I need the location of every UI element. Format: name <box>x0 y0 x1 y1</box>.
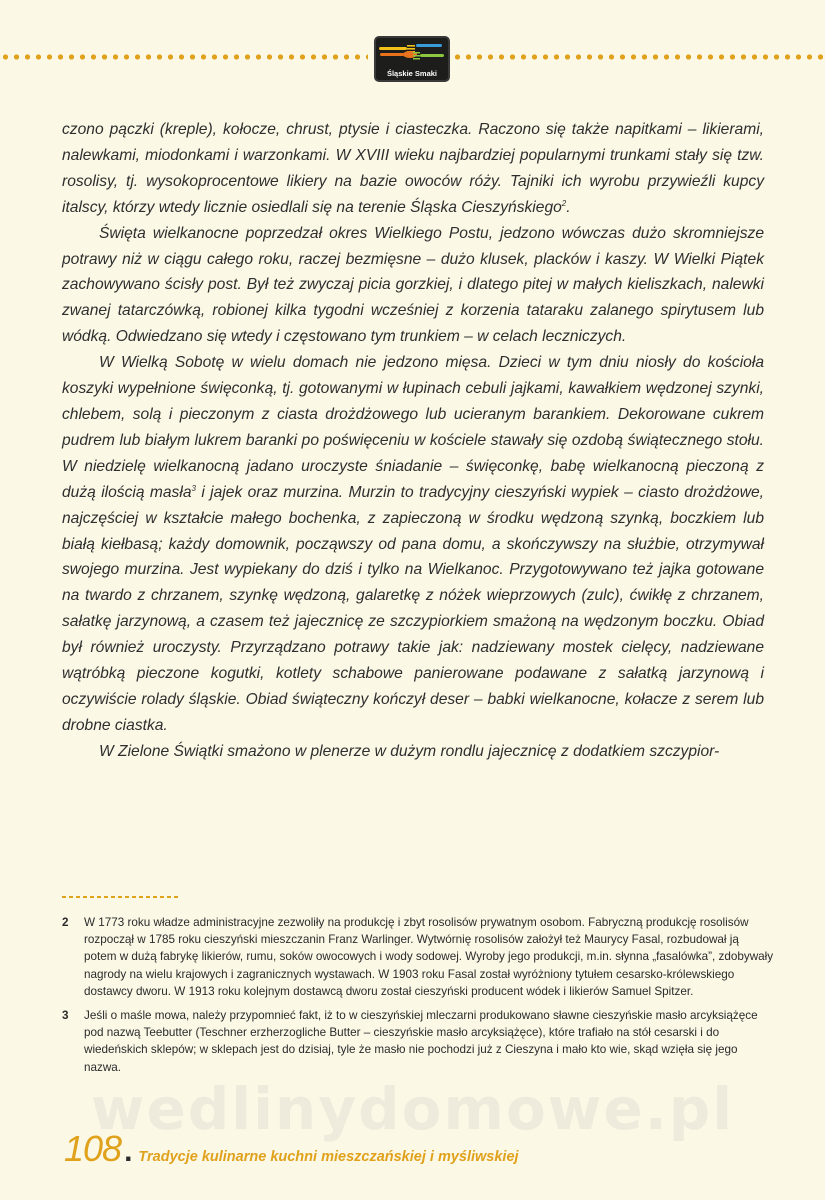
footnotes <box>62 914 774 1083</box>
footnote-2 <box>62 914 774 1000</box>
main-text <box>62 117 764 765</box>
footnote-3 <box>62 1007 774 1076</box>
paragraph-1-end: . <box>566 198 571 216</box>
paragraph-1 <box>62 117 764 221</box>
footnote-separator <box>62 896 180 898</box>
header-dotted-line-left <box>0 54 368 60</box>
paragraph-3-text-a: W Wielką Sobotę w wielu domach nie jedzono mięsa. Dzieci w tym dniu niosły do kościoła koszyki wypełnione święconką, tj. gotowanymi w łupinach cebuli jajkami, kawałkiem wędzonej szynki, chlebem, solą i pieczonym z ciasta drożdżowego lub ucieranym barankiem. Dekorowane cukrem pudrem lub białym lukrem baranki po poświęceniu w kościele stawały się ozdobą świątecznego stołu. W niedzielę wielkanocną jadano uroczyste śniadanie – święconkę, babę wielkanocną pieczoną z dużą ilością masła <box>62 354 764 501</box>
cutlery-icon <box>376 38 448 68</box>
page-number: 108 <box>64 1128 122 1169</box>
footnote-number: 3 <box>62 1009 69 1023</box>
paragraph-2: Święta wielkanocne poprzedzał okres Wielkiego Postu, jedzono wówczas dużo skromniejsze potrawy niż w ciągu całego roku, raczej bezmięsne – dużo klusek, placków i kaszy. W Wielki Piątek zachowywano ścisły post. Był też zwyczaj picia gorzkiej, i dlatego pitej w małych kieliszkach, nalewki zwanej tatarczówką, robionej kilka tygodni wcześniej z korzenia tataraku zalanego spirytusem lub wódką. Odwiedzano się wtedy i częstowano tym trunkiem – w celach leczniczych. <box>62 224 764 346</box>
footnote-text: W 1773 roku władze administracyjne zezwoliły na produkcję i zbyt rosolisów prywatnym osobom. Fabryczną produkcję rosolisów rozpoczął w 1785 roku cieszyński mieszczanin Franz Warlinger. Wytwórnię rosolisów założył też Maurycy Fasal, rozbudował ją potem w dużą fabrykę likierów, rumu, soków owocowych i wody sodowej. Wyroby jego produkcji, m.in. słynna „fasalówka”, zdobywały nagrody na wielu krajowych i zagranicznych wystawach. W 1903 roku Fasal został wyróżniony tytułem cesarsko-królewskiego dostawcy dworu. W 1913 roku kolejnym dostawcą dworu został cieszyński producent wódek i likierów Samuel Spitzer. <box>84 916 774 998</box>
paragraph-3 <box>62 350 764 739</box>
footnote-number: 2 <box>62 916 69 929</box>
paragraph-4: W Zielone Świątki smażono w plenerze w dużym rondlu jajecznicę z dodatkiem szczypior- <box>99 742 720 760</box>
logo-text: Śląskie Smaki <box>386 69 438 78</box>
footer-dot: . <box>124 1135 133 1168</box>
header-dotted-line-right <box>452 54 825 60</box>
watermark: wedlinydomowe.pl <box>90 1075 735 1143</box>
paragraph-1-text: czono pączki (kreple), kołocze, chrust, ptysie i ciasteczka. Raczono się także napitkami – likierami, nalewkami, miodonkami i warzonkami. W XVIII wieku najbardziej popularnymi trunkami stały się tzw. rosolisy, tj. wysokoprocentowe likiery na bazie owoców róży. Tajniki ich wyrobu przywieźli kupcy italscy, którzy wtedy licznie osiedlali się na terenie Śląska Cieszyńskiego <box>62 121 764 216</box>
slaskie-smaki-logo <box>374 36 450 82</box>
book-title: Tradycje kulinarne kuchni mieszczańskiej i myśliwskiej <box>138 1149 519 1165</box>
footnote-ref-2[interactable]: 2 <box>561 198 567 208</box>
footnote-ref-3[interactable]: 3 <box>191 483 196 493</box>
paragraph-3-text-b: i jajek oraz murzina. Murzin to tradycyjny cieszyński wypiek – ciasto drożdżowe, najczęściej w kształcie małego bochenka, z zapieczoną w środku wędzoną szynką, boczkiem lub białą kiełbasą; każdy domownik, począwszy od pana domu, a skończywszy na służbie, otrzymywał swojego murzina. Jest wypiekany do dziś i tylko na Wielkanoc. Przygotowywano też jajka gotowane na twardo z chrzanem, szynkę wędzoną, galaretkę z nóżek wieprzowych (zulc), ćwikłę z chrzanem, sałatkę jarzynową, a czasem też jajecznicę ze szczypiorkiem smażoną na wędzonym boczku. Obiad był również uroczysty. Przyrządzano potrawy takie jak: nadziewany mostek cielęcy, nadziewane wątróbką pieczone kogutki, kotlety schabowe panierowane podawane z sałatką jarzynową i oczywiście rolady śląskie. Obiad świąteczny kończył deser – babki wielkanocne, kołacze z serem lub drobne ciastka. <box>62 483 764 734</box>
page-footer <box>64 1128 764 1178</box>
footnote-text: Jeśli o maśle mowa, należy przypomnieć fakt, iż to w cieszyńskiej mleczarni produkowano sławne cieszyńskie masło arcyksiążęce pod nazwą Teebutter (Teschner erzherzogliche Butter – cieszyńskie masło arcyksiążęce), które trafiało na stół cesarski i do wiedeńskich sklepów; w sklepach jest do dzisiaj, tyle że masło nie pochodzi już z Cieszyna i mało kto wie, skąd wzięła się jego nazwa. <box>84 1009 758 1074</box>
